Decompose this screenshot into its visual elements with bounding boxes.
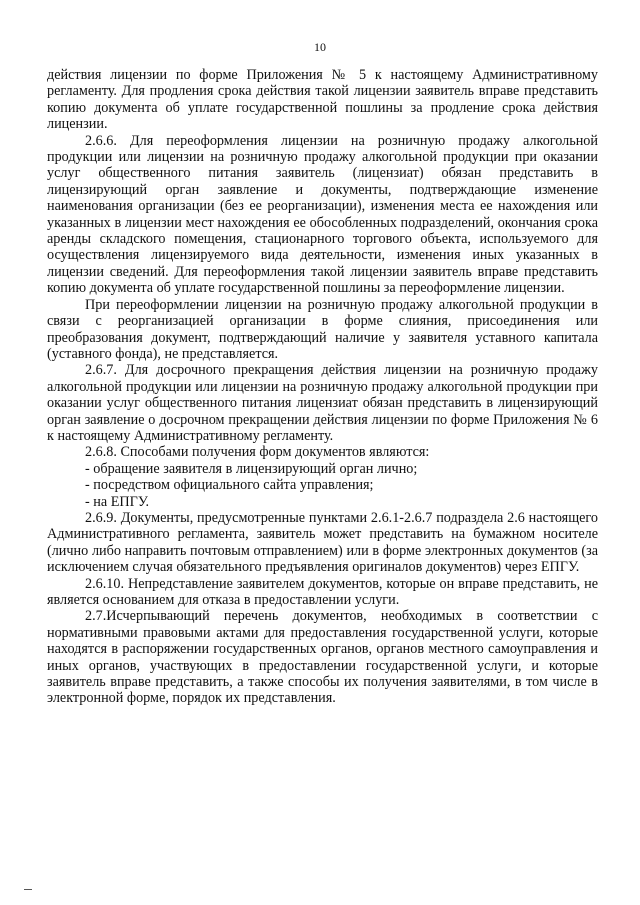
paragraph-2-6-7: 2.6.7. Для досрочного прекращения действия лицензии на розничную продажу алкогольной продукции или лицензии на розничную продажу алкогольной продукции при оказании услуг общественного питания лицензиат обязан представить в лицензирующий орган заявление о досрочном прекращении действия лицензии по форме Приложения № 6 к настоящему Административному регламенту. [47, 362, 598, 444]
paragraph-2-7: 2.7.Исчерпывающий перечень документов, необходимых в соответствии с нормативными правовыми актами для предоставления государственной услуги, которые находятся в распоряжении государственных органов, органов местного самоуправления и иных органов, участвующих в предоставлении государственной услуги, и которые заявитель вправе представить, а также способы их получения заявителями, в том числе в электронной форме, порядок их представления. [47, 608, 598, 707]
paragraph-2-6-6: 2.6.6. Для переоформления лицензии на розничную продажу алкогольной продукции или лицензии на розничную продажу алкогольной продукции при оказании услуг общественного питания заявитель (лицензиат) обязан представить в лицензирующий орган заявление и документы, подтверждающие изменение наименования организации (без ее реорганизации), изменения места ее нахождения или указанных в лицензии мест нахождения ее обособленных подразделений, окончания срока аренды складского помещения, стационарного торгового объекта, используемого для осуществления лицензируемого вида деятельности, изменения иных указанных в лицензии сведений. Для переоформления такой лицензии заявитель вправе представить копию документа об уплате государственной пошлины за переоформление лицензии. [47, 132, 598, 297]
paragraph-reorganization: При переоформлении лицензии на розничную продажу алкогольной продукции в связи с реорганизацией организации в форме слияния, присоединения или преобразования документ, подтверждающий наличие у заявителя уставного капитала (уставного фонда), не представляется. [47, 296, 598, 362]
scan-mark [24, 889, 32, 890]
page-number: 10 [314, 40, 326, 54]
paragraph-continuation: действия лицензии по форме Приложения № 5 к настоящему Административному регламенту. Для продления срока действия такой лицензии заявитель вправе представить копию документа об уплате государственной пошлины за продление срока действия лицензии. [47, 67, 598, 133]
document-body [47, 67, 598, 707]
list-item-website: - посредством официального сайта управления; [85, 477, 374, 494]
paragraph-2-6-9: 2.6.9. Документы, предусмотренные пунктами 2.6.1-2.6.7 подраздела 2.6 настоящего Административного регламента, заявитель может представить на бумажном носителе (лично либо направить почтовым отправлением) или в форме электронных документов (за исключением случая обязательного предъявления оригиналов документов) через ЕПГУ. [47, 509, 598, 576]
paragraph-2-6-8: 2.6.8. Способами получения форм документов являются: [85, 444, 430, 461]
paragraph-2-6-10: 2.6.10. Непредставление заявителем документов, которые он вправе представить, не является основанием для отказа в предоставлении услуги. [47, 575, 598, 608]
list-item-in-person: - обращение заявителя в лицензирующий орган лично; [85, 460, 418, 477]
list-item-epgu: - на ЕПГУ. [85, 493, 150, 510]
